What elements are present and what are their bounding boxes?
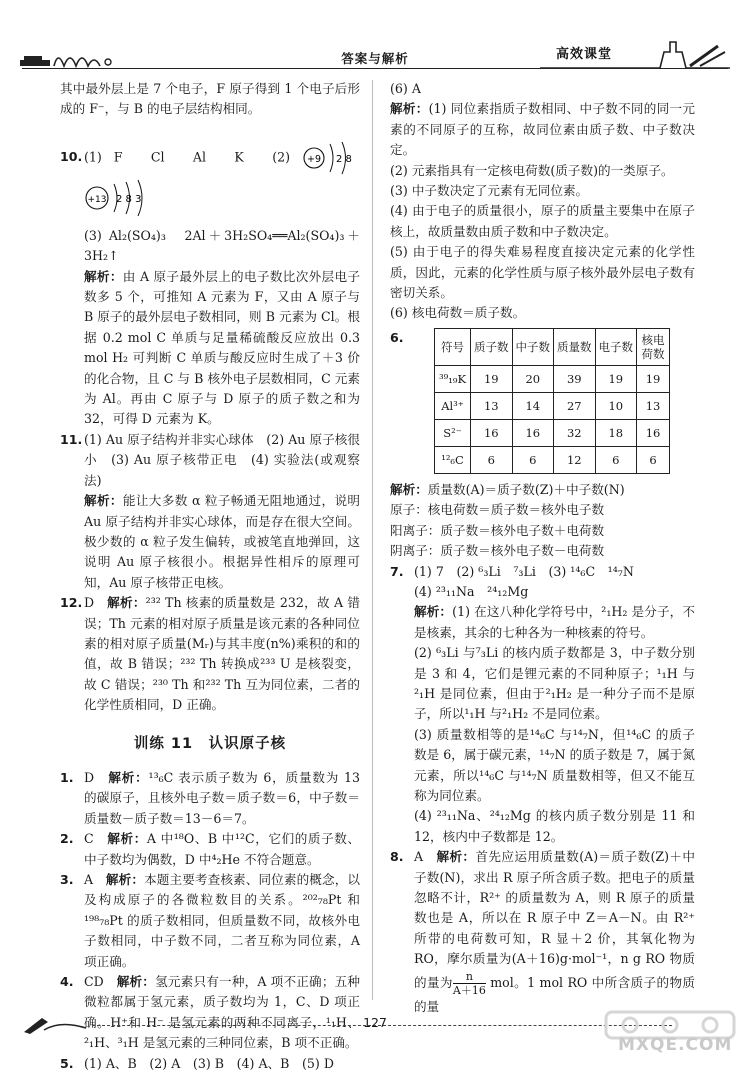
table-cell: 19 xyxy=(595,365,637,392)
answer-line: (1) F Cl Al K (2) xyxy=(84,149,291,165)
analysis-text: 原子：核电荷数＝质子数＝核外电子数 xyxy=(390,502,605,518)
analysis-label: 解析： xyxy=(107,831,147,847)
table-cell: ¹²₆C xyxy=(435,446,471,473)
table-cell: 32 xyxy=(554,419,596,446)
table-header-cell: 符号 xyxy=(435,328,471,365)
analysis-text: 由 A 原子最外层上的电子数比次外层电子数多 5 个，可推知 A 元素为 F，又由 A 原子与 B 原子的最外层电子数相同，则 B 元素为 Cl。根据 0.2 mol C 单质与足量稀硫酸反应放出 0.3 mol H₂ 可判断 C 单质与酸反应时生成了＋3 价的化合物，且 C 与 B 核外电子层数相同，C 元素为 Al。再由 C 原子与 D 原子的质子数之和为 32，可得 D 元素为 K。 xyxy=(84,268,361,427)
column-divider xyxy=(372,80,373,1000)
exercise-5 xyxy=(60,1054,360,1074)
table-row xyxy=(435,446,670,473)
answer-text: A xyxy=(414,849,437,865)
answer-text: (1) Au 原子结构并非实心球体 (2) Au 原子核很小 (3) Au 原子核带正电 (4) 实验法(或观察法) xyxy=(84,431,360,488)
analysis-label: 解析： xyxy=(84,493,123,509)
right-column xyxy=(390,79,695,1017)
table-cell: ³⁹₁₉K xyxy=(435,365,471,392)
table-cell: 39 xyxy=(554,365,596,392)
analysis-label: 解析： xyxy=(107,595,146,611)
table-cell: 19 xyxy=(637,365,670,392)
analysis-text: (3) 质量数相等的是¹⁴₆C 与¹⁴₇N，但¹⁴₆C 的质子数是 6，属于碳元素，¹⁴₇N 的质子数是 7，属于氮元素，所以¹⁴₆C 与¹⁴₇N 质量数相等，但又不能互称为同位素。 xyxy=(414,726,695,803)
nucleus-label: +13 xyxy=(87,194,107,205)
analysis-text: 本题主要考查核素、同位素的概念，以及构成原子的各微粒数目的关系。²⁰²₇₈Pt 和¹⁹⁸₇₈Pt 的质子数相同，但质量数不同，故核外电子数相同，中子数不同，二者互称为同位素，A 项正确。 xyxy=(84,872,361,969)
analysis-text: (4) ²³₁₁Na、²⁴₁₂Mg 的核内质子数分别是 11 和 12，核内中子数都是 12。 xyxy=(414,808,695,844)
table-header-cell: 核电荷数 xyxy=(637,328,670,365)
exercise-3 xyxy=(60,870,360,972)
answer-text: CD xyxy=(84,974,117,990)
question-number: 7. xyxy=(390,563,404,579)
table-cell: 16 xyxy=(637,419,670,446)
question-number: 2. xyxy=(60,831,74,847)
exercise-7 xyxy=(390,562,695,848)
atom-structure-diagram-f xyxy=(302,138,360,178)
answer-text: (4) ²³₁₁Na ²⁴₁₂Mg xyxy=(414,583,529,599)
table-header-row xyxy=(435,328,670,365)
watermark-text: MXQE.COM xyxy=(618,1035,733,1055)
answer-text: (6) A xyxy=(390,81,421,96)
header-brand: 高效课堂 xyxy=(556,47,613,62)
analysis-text: (4) 由于电子的质量很小，原子的质量主要集中在原子核上，故质量数由质子数和中子数决定。 xyxy=(390,203,695,239)
exercise-6 xyxy=(390,328,695,474)
table-cell: 27 xyxy=(554,392,596,419)
fraction-denominator: A＋16 xyxy=(452,983,486,997)
analysis-text: A 中¹⁸O、B 中¹²C，它们的质子数、中子数均为偶数，D 中⁴₂He 不符合题意。 xyxy=(84,831,361,867)
analysis-text: 质量数(A)＝质子数(Z)＋中子数(N) xyxy=(427,481,625,497)
table-cell: 6 xyxy=(512,446,554,473)
table-cell: 13 xyxy=(637,392,670,419)
nucleus-label: +9 xyxy=(306,153,321,165)
answer-line: (3) Al₂(SO₄)₃ 2Al＋3H₂SO₄══Al₂(SO₄)₃＋3H₂↑ xyxy=(84,227,360,264)
exercise-8 xyxy=(390,847,695,1017)
question-number: 4. xyxy=(60,974,74,990)
analysis-text: 阴离子：质子数＝核外电子数－电荷数 xyxy=(390,543,605,559)
analysis-label: 解析： xyxy=(84,268,123,284)
table-cell: 10 xyxy=(595,392,637,419)
answer-text: (1) A、B (2) A (3) B (4) A、B (5) D xyxy=(84,1055,334,1071)
analysis-text: (1) 同位素指质子数相同、中子数不同的同一元素的不同原子的互称，故同位素由质子数、中子数决定。 xyxy=(390,101,696,158)
question-number: 6. xyxy=(390,329,404,345)
table-cell: S²⁻ xyxy=(435,419,471,446)
isotope-table xyxy=(434,328,670,474)
shell-electrons: 2 8 3 xyxy=(116,193,142,205)
left-column xyxy=(60,79,360,1074)
analysis-text: ²³² Th 核素的质量数是 232，故 A 错误；Th 元素的相对原子质量是该元素的各种同位素的相对原子质量(Mᵣ)与其丰度(n%)乘积的和的值，故 B 错误；²³² Th 转换成²³³ U 是核裂变，故 C 错误；²³⁰ Th 和²³² Th 互为同位素，二者的化学性质相同，D 正确。 xyxy=(84,595,360,713)
analysis-text: 氢元素只有一种，A 项不正确；五种微粒都属于氢元素，质子数均为 1，C、D 项正确。H⁺和 H⁻ 是氢元素的两种不同离子，¹₁H、²₁H、³₁H 是氢元素的三种同位素，B 项不正确。 xyxy=(84,974,361,1051)
analysis-text: (5) 由于电子的得失难易程度直接决定元素的化学性质，因此，元素的化学性质与原子核外最外层电子数有密切关系。 xyxy=(390,244,695,301)
question-number: 1. xyxy=(60,769,74,785)
table-cell: 19 xyxy=(471,365,513,392)
analysis-text: 首先应运用质量数(A)＝质子数(Z)＋中子数(N)，求出 R 原子所含质子数。把电子的质量忽略不计，R²⁺ 的质量数为 A，则 R 原子的质量数也是 A，所以在 R 原子中 Z＝A－N。由 R²⁺ 所带的电荷数可知，R 显＋2 价，其氧化物为 RO，摩尔质量为(A＋16)g·mol⁻¹，n g RO 物质的量为 xyxy=(414,849,695,990)
table-cell: 20 xyxy=(512,365,554,392)
analysis-text: ¹³₆C 表示质子数为 6，质量数为 13 的碳原子，且核外电子数＝质子数＝6，中子数＝质量数－质子数＝13－6＝7。 xyxy=(84,769,360,826)
question-number: 10. xyxy=(60,149,83,165)
question-number: 3. xyxy=(60,872,74,887)
analysis-text: (2) 元素指具有一定核电荷数(质子数)的一类原子。 xyxy=(390,162,674,178)
table-cell: 13 xyxy=(471,392,513,419)
table-cell: 18 xyxy=(595,419,637,446)
table-header-cell: 中子数 xyxy=(512,328,554,365)
table-cell: 16 xyxy=(471,419,513,446)
table-row xyxy=(435,419,670,446)
analysis-label: 解析： xyxy=(390,481,428,497)
question-10 xyxy=(60,138,360,430)
table-cell: 14 xyxy=(512,392,554,419)
fraction-numerator: n xyxy=(453,970,486,984)
question-number: 11. xyxy=(60,431,83,447)
analysis-label: 解析： xyxy=(436,849,476,865)
analysis-text: (6) 核电荷数＝质子数。 xyxy=(390,305,526,321)
question-number: 5. xyxy=(60,1055,74,1071)
header-title: 答案与解析 xyxy=(341,51,409,66)
answer-text: (1) 7 (2) ⁶₃Li ⁷₃Li (3) ¹⁴₆C ¹⁴₇N xyxy=(414,563,634,579)
atom-structure-diagram-al xyxy=(84,178,160,218)
question-number: 8. xyxy=(390,849,404,865)
section-title: 训练 11 认识原子核 xyxy=(133,735,287,752)
exercise-2 xyxy=(60,829,360,870)
analysis-label: 解析： xyxy=(108,769,149,785)
fraction xyxy=(453,970,486,997)
exercise-5-part-6 xyxy=(390,79,695,324)
header-rule xyxy=(22,68,728,69)
pen-icon xyxy=(20,1010,90,1036)
table-cell: 6 xyxy=(637,446,670,473)
intro-text: 其中最外层上是 7 个电子，F 原子得到 1 个电子后形成的 F⁻，与 B 的电子层结构相同。 xyxy=(60,81,360,117)
analysis-text: (2) ⁶₃Li 与⁷₃Li 的核内质子数都是 3，中子数分别是 3 和 4，它们是锂元素的不同种原子；¹₁H 与²₁H 是同位素，但由于²₁H₂ 是一种分子而不是原子，所以¹₁H 与²₁H₂ 不是同位素。 xyxy=(414,645,695,722)
table-row xyxy=(435,392,670,419)
table-header-cell: 质量数 xyxy=(554,328,596,365)
table-cell: 16 xyxy=(512,419,554,446)
question-11 xyxy=(60,430,360,593)
table-row xyxy=(435,365,670,392)
table-cell: 6 xyxy=(595,446,637,473)
exercise-4 xyxy=(60,972,360,1054)
question-number: 12. xyxy=(60,595,83,611)
analysis-text: 阳离子：质子数＝核外电子数＋电荷数 xyxy=(390,522,605,538)
answer-text: D xyxy=(84,769,109,785)
analysis-text: mol。1 mol RO 中所含质子的物质的量 xyxy=(414,974,696,1014)
table-cell: Al³⁺ xyxy=(435,392,471,419)
analysis-label: 解析： xyxy=(116,974,156,990)
answer-text: C xyxy=(84,831,108,847)
analysis-label: 解析： xyxy=(414,604,453,620)
table-header-cell: 电子数 xyxy=(595,328,637,365)
answer-text: A xyxy=(84,872,106,887)
analysis-label: 解析： xyxy=(390,101,429,117)
analysis-text: 能让大多数 α 粒子畅通无阻地通过，说明 Au 原子结构并非实心球体，而是存在很大空间。极少数的 α 粒子发生偏转，或被笔直地弹回，这说明 Au 原子核很小。根据异性相斥的原理可知，Au 原子核带正电核。 xyxy=(84,493,361,590)
analysis-label: 解析： xyxy=(105,872,145,887)
table-cell: 12 xyxy=(554,446,596,473)
page-number: 127 xyxy=(363,1015,387,1030)
exercise-1 xyxy=(60,768,360,829)
question-12 xyxy=(60,593,360,715)
answer-text: D xyxy=(84,595,108,611)
table-cell: 6 xyxy=(471,446,513,473)
analysis-text: (1) 在这八种化学符号中，²₁H₂ 是分子，不是核素，其余的七种各为一种核素的符号。 xyxy=(414,604,695,640)
analysis-text: (3) 中子数决定了元素有无同位素。 xyxy=(390,183,589,199)
table-header-cell: 质子数 xyxy=(471,328,513,365)
shell-electrons: 2 8 xyxy=(335,153,352,165)
exercise-6-analysis xyxy=(390,480,695,562)
